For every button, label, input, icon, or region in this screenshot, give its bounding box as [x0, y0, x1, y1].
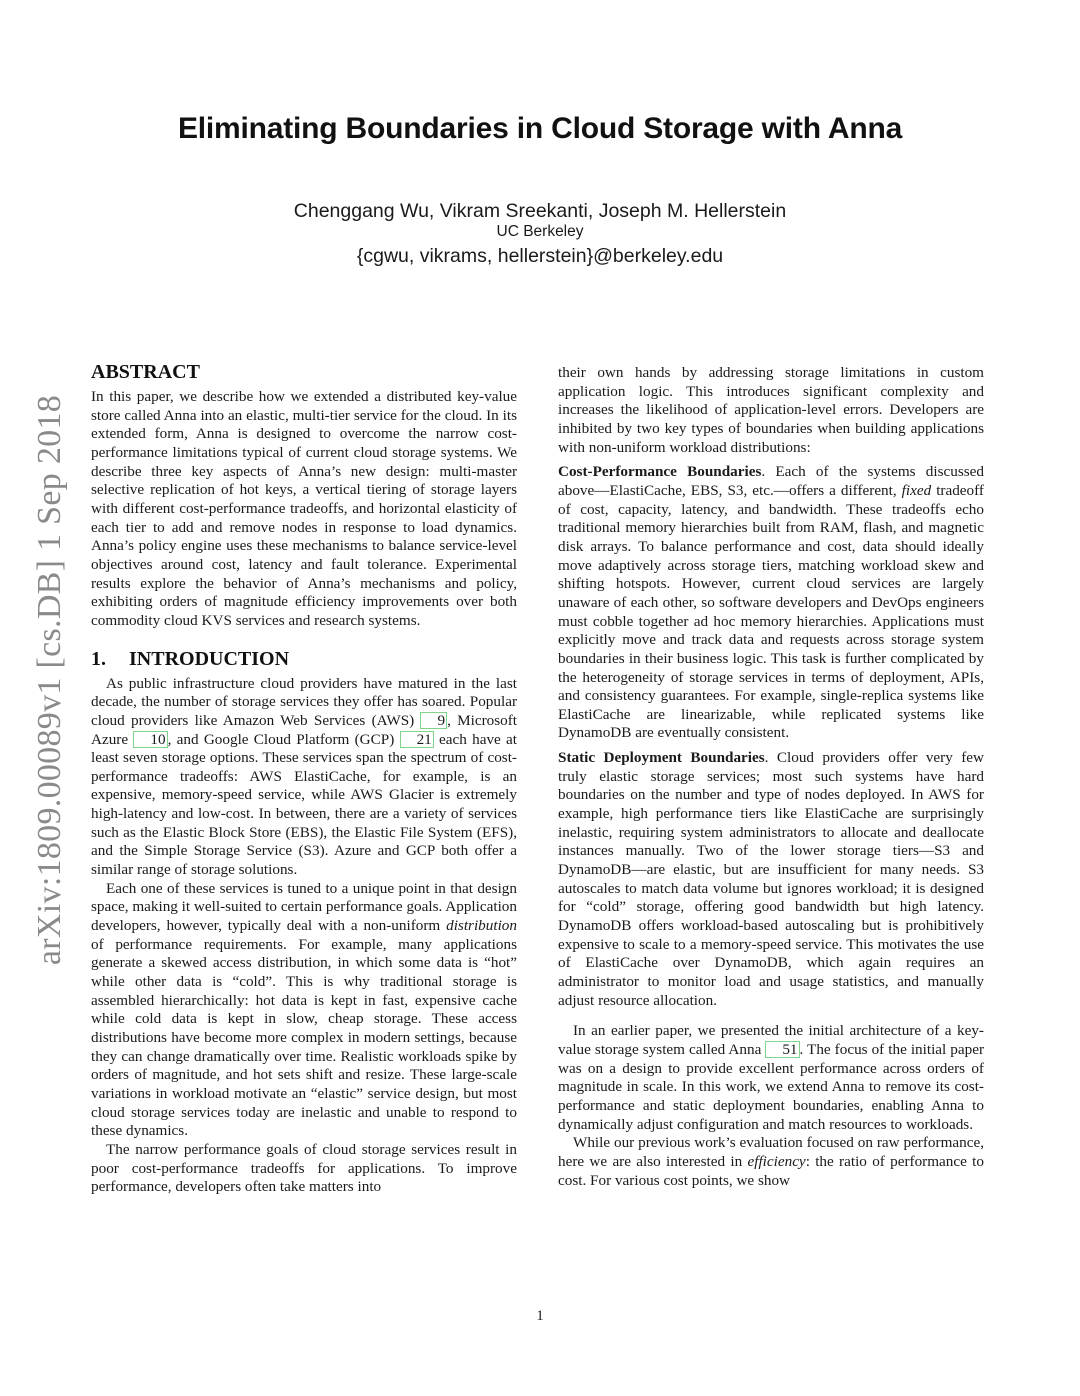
citation-link[interactable]: 10: [133, 731, 167, 748]
text-run: tradeoff of cost, capacity, latency, and bandwidth. These tradeoffs echo traditional memory hierarchies built from RAM, flash, and magnetic disk arrays. To balance performance and cost, data should ideally move adaptively across storage tiers, matching workload skew and shifting hotspots. However, current cloud services are largely unaware of each other, so software developers and DevOps engineers must cobble together ad hoc memory hierarchies. Applications must explicitly move and track data and requests across storage system boundaries in their business logic. This task is further complicated by the heterogeneity of storage services in terms of deployment, APIs, and consistency guarantees. For example, single-replica systems like ElastiCache are linearizable, while replicated systems like DynamoDB are eventually consistent.: [558, 481, 984, 742]
intro-paragraph-6: [558, 1022, 984, 1134]
page-number: 1: [536, 1308, 544, 1324]
section-title: INTRODUCTION: [129, 647, 290, 670]
text-run: : the ratio of performance to cost. For various cost points, we show: [558, 1152, 984, 1189]
text-run: In an earlier paper, we presented the initial architecture of a key-value storage system called Anna: [558, 1022, 984, 1058]
author-affiliation: UC Berkeley: [496, 223, 584, 240]
author-list: Chenggang Wu, Vikram Sreekanti, Joseph M. Hellerstein: [293, 200, 787, 222]
emphasis: distribution: [446, 917, 517, 935]
text-run: While our previous work’s evaluation focused on raw performance, here we are also interested in: [558, 1134, 984, 1170]
text-run: of performance requirements. For example, many applications generate a skewed access distribution, in which some data is “hot” while other data is “cold”. This is why traditional storage is assembled hierarchically: hot data is kept in fast, expensive cache while cold data is kept in slow, cheap storage. These access distributions have become more complex in modern settings, because they can change dramatically over time. Realistic workloads spike by orders of magnitude, and hot sets shift and resize. These large-scale variations in workload motivate an “elastic” service design, but most cloud storage services today are inelastic and unable to respond to these dynamics.: [91, 935, 517, 1140]
intro-paragraph-2: [91, 880, 517, 1141]
abstract-heading: ABSTRACT: [91, 361, 200, 383]
run-in-heading: Cost-Performance Boundaries: [558, 463, 762, 481]
text-run: . Cloud providers offer very few truly elastic storage services; most such systems have hard boundaries on the number and type of nodes deployed. In AWS for example, high performance tiers like ElastiCache are surprisingly inelastic, requiring system administrators to allocate and deallocate instances manually. Two of the lower storage tiers—S3 and DynamoDB—are elastic, but are insufficient for many needs. S3 autoscales to match data volume but ignores workload; it is designed for “cold” storage, offering good bandwidth but high latency. DynamoDB offers workload-based autoscaling but is prohibitively expensive to scale to a memory-speed service. This motivates the use of ElastiCache over DynamoDB, which again requires an administrator to monitor load and usage statistics, and manually adjust resource allocation.: [558, 749, 984, 1009]
cost-performance-paragraph: [558, 463, 984, 743]
citation-link[interactable]: 21: [400, 731, 434, 748]
text-run: Each one of these services is tuned to a unique point in that design space, making it well-suited to certain performance goals. Application developers, however, typically deal with a non-uniform: [91, 879, 517, 935]
arxiv-identifier-stamp: arXiv:1809.00089v1 [cs.DB] 1 Sep 2018: [31, 394, 68, 966]
citation-link[interactable]: 51: [765, 1041, 799, 1058]
abstract-text: In this paper, we describe how we extended a distributed key-value store called Anna into an elastic, multi-tier service for the cloud. In its extended form, Anna is designed to overcome the narrow cost-performance limitations typical of current cloud storage systems. We describe three key aspects of Anna’s new design: multi-master selective replication of hot keys, a vertical tiering of storage layers with different cost-performance tradeoffs, and horizontal elasticity of each tier to add and remove nodes in response to load dynamics. Anna’s policy engine uses these mechanisms to balance service-level objectives around cost, latency and fault tolerance. Experimental results explore the behavior of Anna’s mechanisms and policy, exhibiting orders of magnitude efficiency improvements over both commodity cloud KVS services and research systems.: [91, 388, 517, 629]
section-number: 1.: [91, 647, 106, 670]
text-run: As public infrastructure cloud providers have matured in the last decade, the number of storage services they offer has soared. Popular cloud providers like Amazon Web Services (AWS): [91, 674, 517, 729]
intro-paragraph-3-continued: their own hands by addressing storage limitations in custom application logic. This introduces significant complexity and increases the likelihood of application-level errors. Developers are inhibited by two key types of boundaries when building applications with non-uniform workload distributions:: [558, 364, 984, 456]
citation-link[interactable]: 9: [420, 712, 447, 729]
author-emails: {cgwu, vikrams, hellerstein}@berkeley.edu: [356, 245, 724, 267]
intro-paragraph-3: The narrow performance goals of cloud storage services result in poor cost-performance tradeoffs for applications. To improve performance, developers often take matters into: [91, 1140, 517, 1196]
paper-title: Eliminating Boundaries in Cloud Storage with Anna: [177, 112, 903, 145]
text-run: . The focus of the initial paper was on a design to provide excellent performance across orders of magnitude in scale. In this work, we extend Anna to remove its cost-performance and static deployment boundaries, enabling Anna to dynamically adjust configuration and match resources to workloads.: [558, 1040, 984, 1133]
text-run: each have at least seven storage options. These services span the spectrum of cost-performance tradeoffs: AWS ElastiCache, for example, is an expensive, memory-speed service, while AWS Glacier is extremely high-latency and low-cost. In between, there are a variety of services such as the Elastic Block Store (EBS), the Elastic File System (EFS), and the Simple Storage Service (S3). Azure and GCP both offer a similar range of storage solutions.: [91, 730, 518, 879]
right-column: [558, 364, 984, 1190]
run-in-heading: Static Deployment Boundaries: [558, 749, 765, 767]
intro-paragraph-1: [91, 675, 517, 880]
text-run: . Each of the systems discussed above—ElastiCache, EBS, S3, etc.—offers a different,: [558, 463, 984, 499]
emphasis: efficiency: [747, 1152, 806, 1170]
introduction-heading: [91, 647, 517, 671]
intro-paragraph-7: [558, 1134, 984, 1190]
text-run: , Microsoft Azure: [91, 711, 517, 748]
text-run: , and Google Cloud Platform (GCP): [167, 730, 400, 748]
emphasis: fixed: [901, 481, 932, 499]
static-deployment-paragraph: [558, 749, 984, 1010]
left-column: [91, 360, 517, 1197]
